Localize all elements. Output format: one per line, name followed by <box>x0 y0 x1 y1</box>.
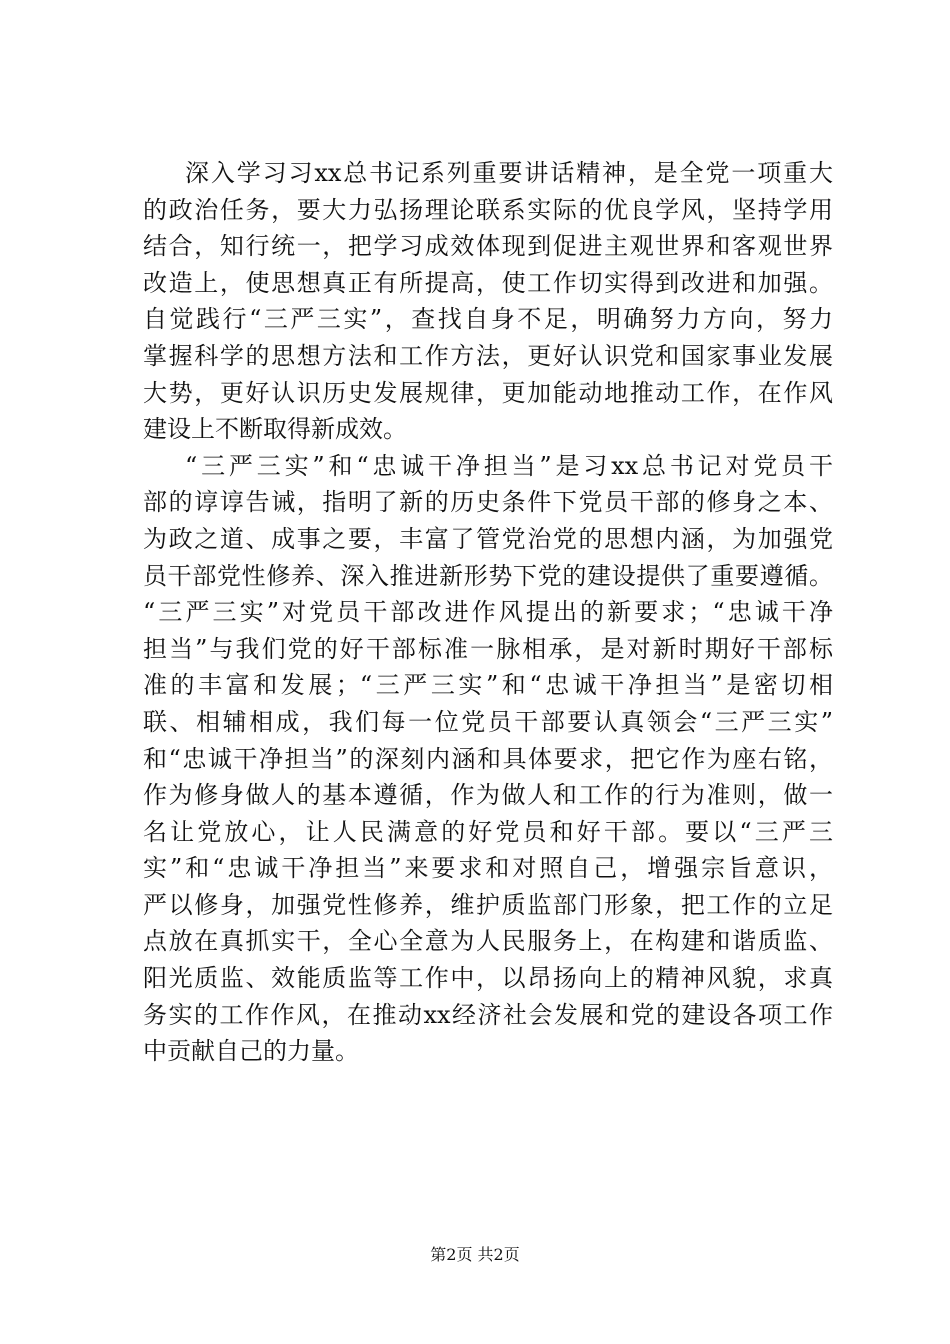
paragraph-2-line: 准的丰富和发展；“三严三实”和“忠诚干净担当”是密切相 <box>143 671 833 700</box>
paragraph-2-line: 阳光质监、效能质监等工作中，以昂扬向上的精神风貌，求真 <box>143 964 833 993</box>
paragraph-1-line: 大势，更好认识历史发展规律，更加能动地推动工作，在作风 <box>143 378 833 407</box>
paragraph-2-line: 担当”与我们党的好干部标准一脉相承，是对新时期好干部标 <box>143 634 833 663</box>
document-body <box>143 155 833 1070</box>
paragraph-2-line: 严以修身，加强党性修养，维护质监部门形象，把工作的立足 <box>143 890 833 919</box>
paragraph-2-line: 联、相辅相成，我们每一位党员干部要认真领会“三严三实” <box>143 707 833 736</box>
paragraph-2-line: “三严三实”和“忠诚干净担当”是习xx总书记对党员干 <box>185 451 833 480</box>
paragraph-1-line: 建设上不断取得新成效。 <box>143 415 407 444</box>
paragraph-2-line: 实”和“忠诚干净担当”来要求和对照自己，增强宗旨意识， <box>143 854 833 883</box>
paragraph-1-line: 的政治任务，要大力弘扬理论联系实际的优良学风，坚持学用 <box>143 195 833 224</box>
paragraph-1-line: 深入学习习xx总书记系列重要讲话精神，是全党一项重大 <box>185 159 833 187</box>
paragraph-2-line: 务实的工作作风，在推动xx经济社会发展和党的建设各项工作 <box>143 1000 833 1029</box>
paragraph-2-line: “三严三实”对党员干部改进作风提出的新要求；“忠诚干净 <box>143 598 833 627</box>
paragraph-2-line: 部的谆谆告诫，指明了新的历史条件下党员干部的修身之本、 <box>143 488 833 517</box>
paragraph-2-line: 点放在真抓实干，全心全意为人民服务上，在构建和谐质监、 <box>143 927 833 956</box>
paragraph-1-line: 自觉践行“三严三实”，查找自身不足，明确努力方向，努力 <box>143 305 833 334</box>
paragraph-1-line: 改造上，使思想真正有所提高，使工作切实得到改进和加强。 <box>143 268 833 297</box>
paragraph-2-line: 中贡献自己的力量。 <box>143 1037 359 1066</box>
paragraph-2-line: 员干部党性修养、深入推进新形势下党的建设提供了重要遵循。 <box>143 561 833 590</box>
page-number-footer: 第2页 共2页 <box>430 1245 520 1264</box>
paragraph-2-line: 和“忠诚干净担当”的深刻内涵和具体要求，把它作为座右铭， <box>143 744 833 773</box>
paragraph-2-line: 作为修身做人的基本遵循，作为做人和工作的行为准则，做一 <box>143 781 833 810</box>
paragraph-2-line: 为政之道、成事之要，丰富了管党治党的思想内涵，为加强党 <box>143 524 833 553</box>
paragraph-1-line: 结合，知行统一，把学习成效体现到促进主观世界和客观世界 <box>143 232 833 261</box>
paragraph-1-line: 掌握科学的思想方法和工作方法，更好认识党和国家事业发展 <box>143 341 833 370</box>
paragraph-2-line: 名让党放心，让人民满意的好党员和好干部。要以“三严三 <box>143 817 833 846</box>
